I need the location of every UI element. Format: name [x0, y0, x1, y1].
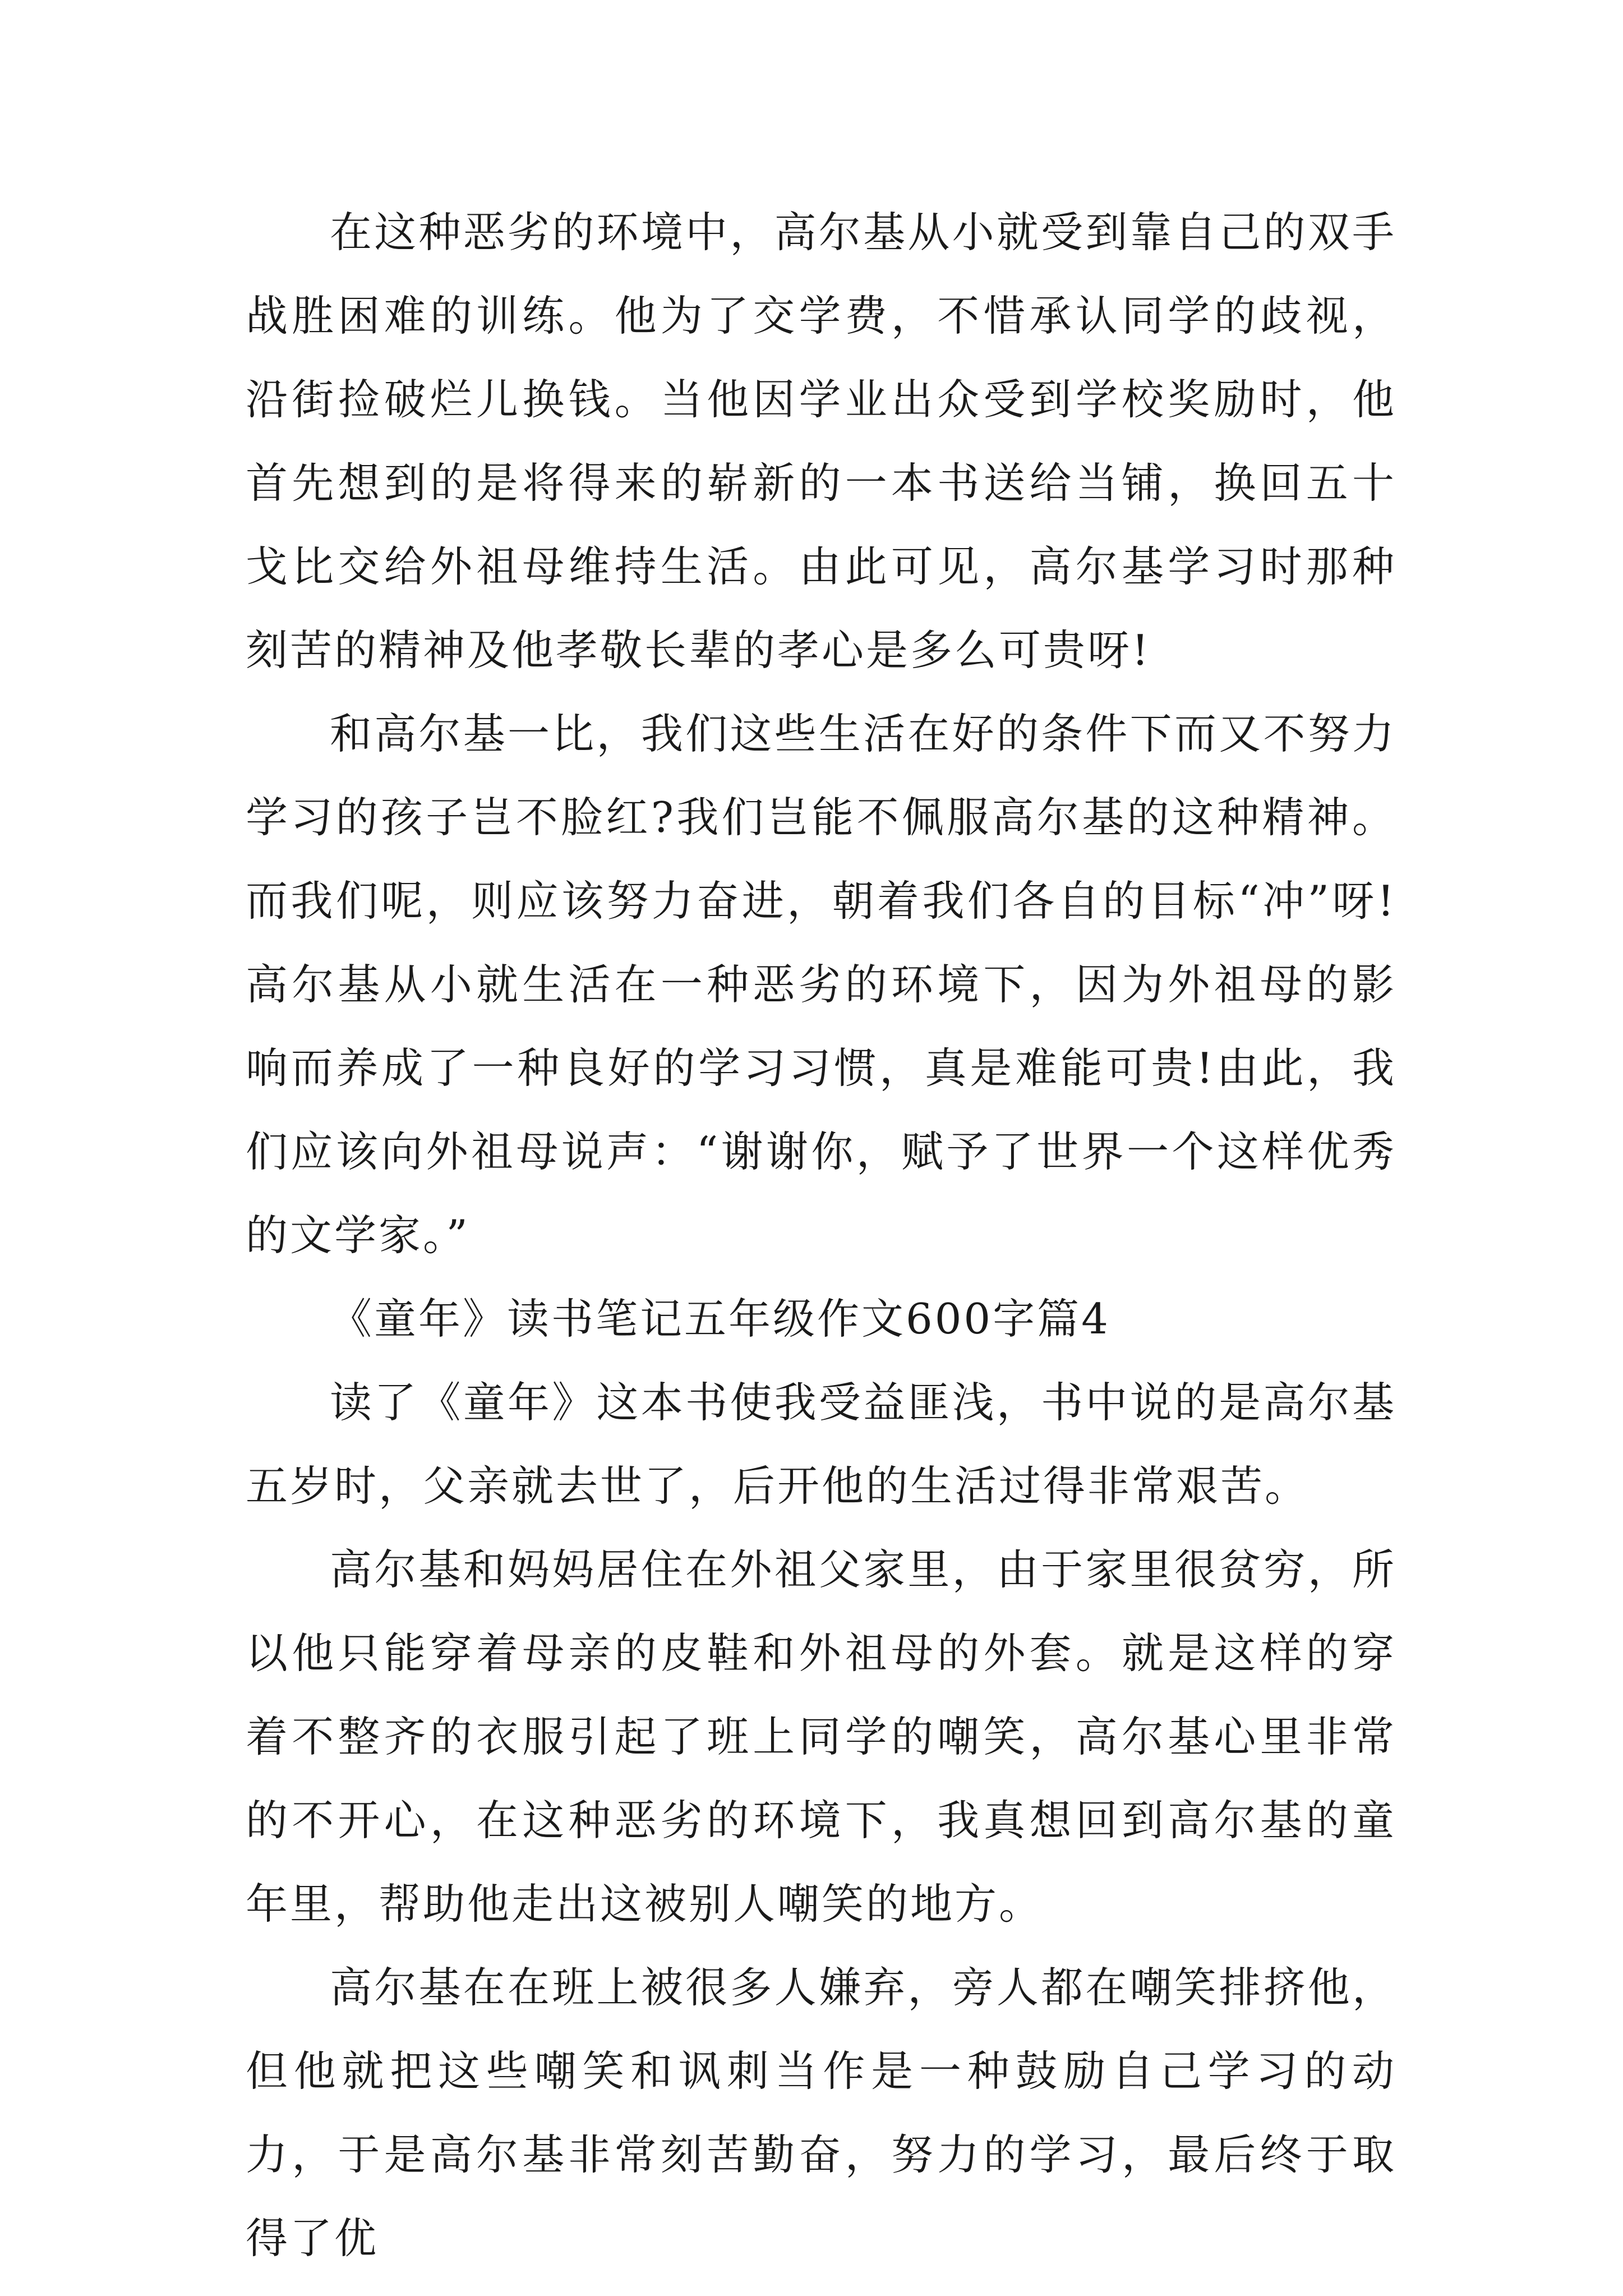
paragraph: 读了《童年》这本书使我受益匪浅，书中说的是高尔基五岁时，父亲就去世了，后开他的生活过得非常艰苦。 — [246, 1378, 1396, 1511]
paragraph: 在这种恶劣的环境中，高尔基从小就受到靠自己的双手战胜困难的训练。他为了交学费，不惜承认同学的歧视，沿街捡破烂儿换钱。当他因学业出众受到学校奖励时，他首先想到的是将得来的崭新的一本书送给当铺，换回五十戈比交给外祖母维持生活。由此可见，高尔基学习时那种刻苦的精神及他孝敬长辈的孝心是多么可贵呀! — [246, 208, 1396, 675]
paragraph: 和高尔基一比，我们这些生活在好的条件下而又不努力学习的孩子岂不脸红?我们岂能不佩服高尔基的这种精神。而我们呢，则应该努力奋进，朝着我们各自的目标“冲”呀!高尔基从小就生活在一种恶劣的环境下，因为外祖母的影响而养成了一种良好的学习习惯，真是难能可贵!由此，我们应该向外祖母说声：“谢谢你，赋予了世界一个这样优秀的文学家。” — [246, 709, 1396, 1260]
paragraph: 高尔基和妈妈居住在外祖父家里，由于家里很贫穷，所以他只能穿着母亲的皮鞋和外祖母的外套。就是这样的穿着不整齐的衣服引起了班上同学的嘲笑，高尔基心里非常的不开心，在这种恶劣的环境下，我真想回到高尔基的童年里，帮助他走出这被别人嘲笑的地方。 — [246, 1545, 1396, 1929]
document-body — [246, 191, 1396, 2280]
paragraph: 高尔基在在班上被很多人嫌弃，旁人都在嘲笑排挤他，但他就把这些嘲笑和讽刺当作是一种鼓励自己学习的动力，于是高尔基非常刻苦勤奋，努力的学习，最后终于取得了优 — [246, 1963, 1396, 2263]
section-heading: 《童年》读书笔记五年级作文600字篇4 — [330, 1294, 1110, 1343]
